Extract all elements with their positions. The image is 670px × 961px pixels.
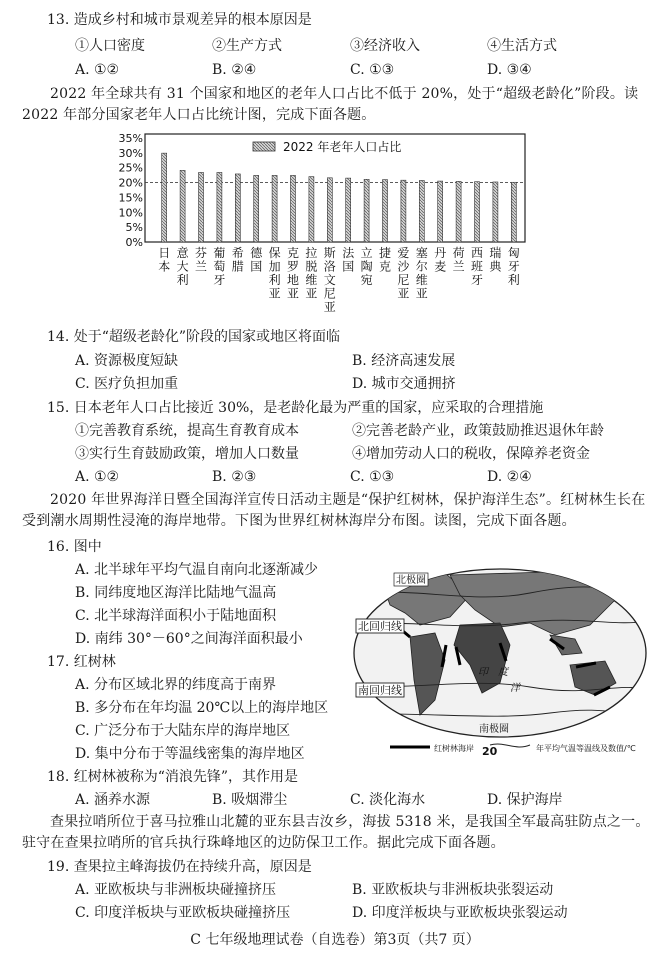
- x-category-label: 拉脱维亚: [305, 246, 318, 301]
- y-tick-label: 35%: [118, 132, 143, 145]
- q17-stem: 17. 红树林: [47, 654, 116, 670]
- x-category-label: 意大利: [176, 246, 189, 287]
- x-category-label: 丹麦: [434, 246, 447, 274]
- bar: [327, 178, 332, 242]
- q15-opt-4: ④增加劳动人口的税收，保障养老资金: [352, 446, 590, 462]
- page-footer: C 七年级地理试卷（自选卷）第3页（共7 页）: [190, 932, 480, 948]
- bar: [272, 175, 277, 242]
- bar: [438, 181, 443, 242]
- q15-opt-1: ①完善教育系统，提高生育教育成本: [75, 423, 299, 439]
- legend-mangrove: 红树林海岸: [434, 744, 474, 753]
- q16-choice-b: B. 同纬度地区海洋比陆地气温高: [75, 585, 277, 601]
- q13-opt-1: ①人口密度: [75, 38, 145, 54]
- bar: [456, 181, 461, 242]
- y-tick-label: 0%: [125, 236, 143, 249]
- bar: [291, 175, 296, 242]
- label-indian-ocean: 印 度: [478, 667, 508, 678]
- bar: [401, 180, 406, 242]
- q15-opt-2: ②完善老龄产业，政策鼓励推迟退休年龄: [352, 423, 604, 439]
- q19-choice-c: C. 印度洋板块与亚欧板块碰撞挤压: [75, 905, 291, 921]
- label-arctic: 北极圈: [396, 575, 426, 586]
- bar: [511, 182, 516, 242]
- q14-choice-a: A. 资源极度短缺: [75, 353, 179, 369]
- q13-choice-a: A. ①②: [75, 62, 120, 78]
- q13-choice-d: D. ③④: [487, 62, 532, 78]
- q18-choice-b: B. 吸烟滞尘: [212, 792, 288, 808]
- q17-choice-a: A. 分布区域北界的纬度高于南界: [75, 677, 277, 693]
- q19-choice-b: B. 亚欧板块与非洲板块张裂运动: [352, 882, 554, 898]
- q17-choice-c: C. 广泛分布于大陆东岸的海岸地区: [75, 723, 291, 739]
- q14-choice-c: C. 医疗负担加重: [75, 376, 179, 392]
- q18-choice-c: C. 淡化海水: [350, 792, 426, 808]
- bar: [419, 180, 424, 242]
- x-category-label: 法国: [342, 246, 355, 274]
- y-tick-label: 25%: [118, 161, 143, 175]
- label-tropic-south: 南回归线: [358, 684, 402, 697]
- x-category-label: 克罗地亚: [286, 246, 300, 301]
- q18-stem: 18. 红树林被称为“消浪先锋”，其作用是: [47, 769, 299, 785]
- q13-opt-2: ②生产方式: [212, 38, 282, 54]
- q13-choice-c: C. ①③: [350, 62, 395, 78]
- bar: [199, 172, 204, 242]
- x-category-label: 西班牙: [470, 246, 484, 287]
- y-tick-label: 30%: [118, 146, 143, 160]
- bar: [475, 182, 480, 242]
- bar: [493, 182, 498, 242]
- q14-stem: 14. 处于“超级老龄化”阶段的国家或地区将面临: [47, 329, 341, 345]
- label-ocean: 洋: [510, 683, 520, 694]
- bar: [309, 177, 314, 242]
- q14-choice-d: D. 城市交通拥挤: [352, 376, 456, 392]
- q16-choice-a: A. 北半球年平均气温自南向北逐渐减少: [75, 562, 319, 578]
- bar: [235, 174, 240, 242]
- x-category-label: 日本: [158, 246, 171, 274]
- x-category-label: 塞尔维亚: [415, 246, 428, 301]
- q19-stem: 19. 查果拉主峰海拔仍在持续升高，原因是: [47, 859, 312, 875]
- bar: [383, 180, 388, 242]
- label-antarctic: 南极圈: [479, 724, 509, 735]
- bar: [364, 179, 369, 242]
- q17-choice-d: D. 集中分布于等温线密集的海岸地区: [75, 746, 305, 762]
- x-category-label: 保加利亚: [268, 246, 281, 301]
- q19-choice-a: A. 亚欧板块与非洲板块碰撞挤压: [75, 882, 277, 898]
- q17-choice-b: B. 多分布在年均温 20℃以上的海岸地区: [75, 700, 329, 716]
- legend-swatch: [253, 142, 275, 151]
- y-tick-label: 15%: [118, 191, 143, 205]
- y-tick-label: 10%: [118, 206, 143, 220]
- q16-choice-d: D. 南纬 30°－60°之间海洋面积最小: [75, 631, 303, 647]
- legend-label: 2022 年老年人口占比: [283, 140, 402, 154]
- q15-choice-c: C. ①③: [350, 469, 395, 485]
- x-category-label: 捷克: [378, 246, 392, 274]
- q18-choice-d: D. 保护海岸: [487, 792, 563, 808]
- q15-stem: 15. 日本老年人口占比接近 30%，是老龄化最为严重的国家，应采取的合理措施: [47, 400, 544, 416]
- q15-opt-3: ③实行生育鼓励政策，增加人口数量: [75, 446, 299, 462]
- intro-chaguola-text: 查果拉哨所位于喜马拉雅山北麓的亚东县吉汝乡，海拔 5318 米，是我国全军最高驻防点之一。驻守在查果拉哨所的官兵执行珠峰地区的边防保卫工作。据此完成下面各题。: [22, 814, 650, 851]
- aging-bar-chart: [118, 132, 538, 322]
- q16-choice-c: C. 北半球海洋面积小于陆地面积: [75, 608, 277, 624]
- label-tropic-north: 北回归线: [358, 620, 402, 633]
- q16-stem: 16. 图中: [47, 539, 102, 555]
- x-category-label: 希腊: [231, 246, 244, 274]
- q13-stem: 13. 造成乡村和城市景观差异的根本原因是: [47, 12, 312, 28]
- bar: [162, 153, 167, 242]
- x-category-label: 匈牙利: [507, 246, 520, 287]
- q19-choice-d: D. 印度洋板块与亚欧板块张裂运动: [352, 905, 568, 921]
- x-category-label: 葡萄牙: [213, 246, 226, 287]
- q15-choice-a: A. ①②: [75, 469, 120, 485]
- q13-opt-4: ④生活方式: [487, 38, 557, 54]
- y-tick-label: 5%: [125, 221, 143, 235]
- intro-mangrove: [22, 490, 652, 532]
- q13-choice-b: B. ②④: [212, 62, 257, 78]
- q15-choice-d: D. ②④: [487, 469, 532, 485]
- q15-choice-b: B. ②③: [212, 469, 257, 485]
- intro-chaguola: [22, 812, 652, 854]
- bar: [254, 175, 259, 242]
- q14-choice-b: B. 经济高速发展: [352, 353, 456, 369]
- bar: [217, 172, 222, 242]
- mangrove-world-map: [350, 565, 650, 765]
- y-tick-label: 20%: [118, 176, 143, 190]
- bar: [180, 170, 185, 242]
- bar: [346, 178, 351, 242]
- intro-aging-text: 2022 年全球共有 31 个国家和地区的老年人口占比不低于 20%，处于“超级老龄化”阶段。读 2022 年部分国家老年人口占比统计图，完成下面各题。: [22, 86, 639, 123]
- x-category-label: 瑞典: [489, 246, 502, 274]
- intro-aging: [22, 84, 652, 126]
- x-category-label: 爱沙尼亚: [397, 246, 410, 301]
- legend-iso: 年平均气温等温线及数值/℃: [536, 744, 636, 753]
- x-category-label: 斯洛文尼亚: [323, 246, 336, 314]
- legend-iso-value: 20: [482, 745, 498, 758]
- x-category-label: 荷兰: [452, 246, 465, 274]
- intro-mangrove-text: 2020 年世界海洋日暨全国海洋宣传日活动主题是“保护红树林，保护海洋生态”。红树林生长在受到潮水周期性浸淹的海岸地带。下图为世界红树林海岸分布图。读图，完成下面各题。: [22, 492, 646, 529]
- q13-opt-3: ③经济收入: [350, 38, 420, 54]
- q18-choice-a: A. 涵养水源: [75, 792, 151, 808]
- x-category-label: 德国: [250, 246, 263, 274]
- x-category-label: 立陶宛: [360, 246, 373, 287]
- x-category-label: 芬兰: [194, 246, 208, 274]
